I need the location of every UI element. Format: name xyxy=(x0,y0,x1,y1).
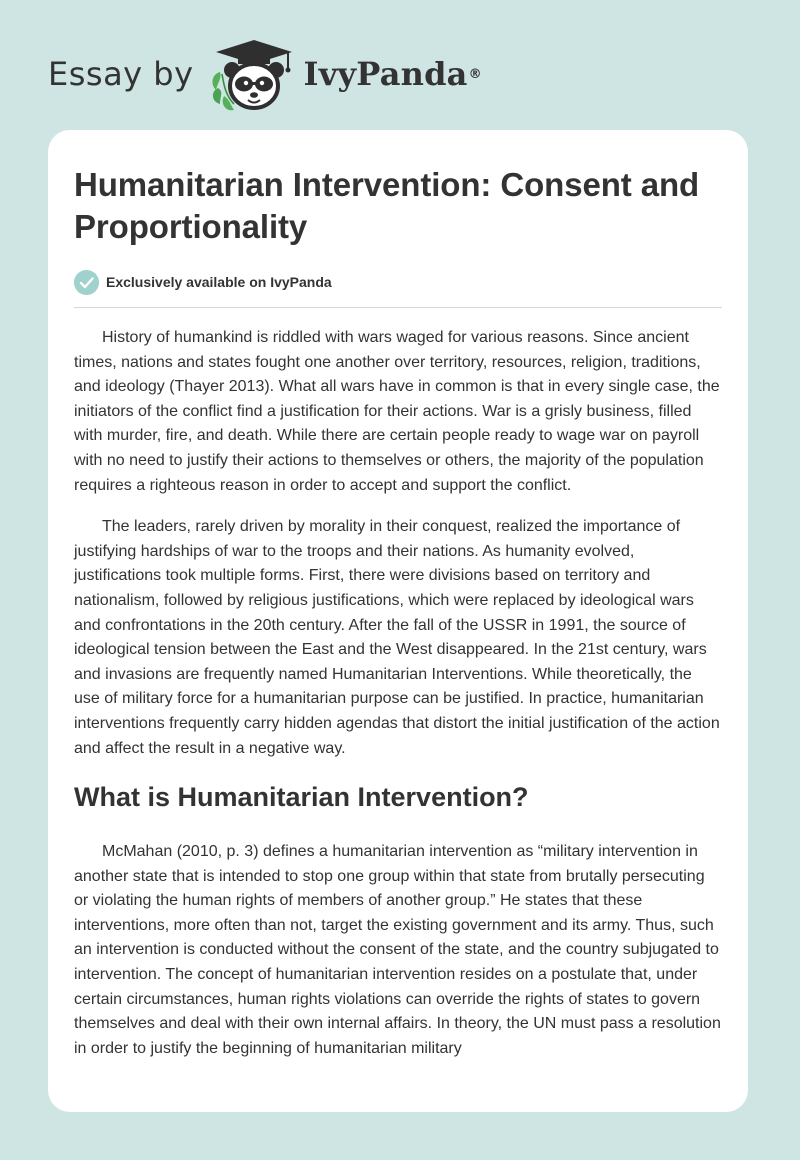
section-heading: What is Humanitarian Intervention? xyxy=(74,782,529,813)
divider xyxy=(74,307,722,308)
exclusive-label: Exclusively available on IvyPanda xyxy=(106,274,332,290)
brand-name: IvyPanda xyxy=(303,55,468,93)
paragraph: McMahan (2010, p. 3) defines a humanitarian intervention as “military intervention in another state that is intended to stop one group within that state from brutally persecuting or violating the human rights of members of another group.” He states that these interventions, more often than not, target the existing government and its army. Thus, such an intervention is conducted without the consent of the state, and the country subjugated to intervention. The concept of humanitarian intervention resides on a postulate that, under certain circumstances, human rights violations can override the rights of states to govern themselves and deal with their own internal affairs. In theory, the UN must pass a resolution in order to justify the beginning of humanitarian military xyxy=(74,843,721,1057)
essay-card xyxy=(48,130,748,1112)
site-logo[interactable] xyxy=(48,34,482,114)
page-title: Humanitarian Intervention: Consent and Proportionality xyxy=(74,166,700,245)
check-badge-icon xyxy=(74,270,99,295)
panda-logo-icon xyxy=(208,34,300,114)
paragraph: The leaders, rarely driven by morality in their conquest, realized the importance of justifying hardships of war to the troops and their nations. As humanity evolved, justifications took multiple forms. First, there were divisions based on territory and nationalism, followed by religious justifications, which were replaced by ideological wars and confrontations in the 20th century. After the fall of the USSR in 1991, the source of ideological tension between the East and the West disappeared. In the 21st century, wars and invasions are frequently named Humanitarian Interventions. While theoretically, the use of military force for a humanitarian purpose can be justified. In practice, humanitarian interventions frequently carry hidden agendas that distort the initial justification of the action and affect the result in a negative way. xyxy=(74,518,720,757)
exclusive-notice xyxy=(74,268,722,296)
paragraph: History of humankind is riddled with wars waged for various reasons. Since ancient times, nations and states fought one another over territory, resources, religion, traditions, and ideology (Thayer 2013). What all wars have in common is that in every single case, the initiators of the conflict find a justification for their actions. War is a grisly business, filled with murder, fire, and death. While there are certain people ready to wage war on payroll with no need to justify their actions to themselves or others, the majority of the population requires a righteous reason in order to accept and support the conflict. xyxy=(74,329,720,494)
essay-by-label: Essay by xyxy=(48,55,194,93)
registered-mark: ® xyxy=(468,66,482,82)
